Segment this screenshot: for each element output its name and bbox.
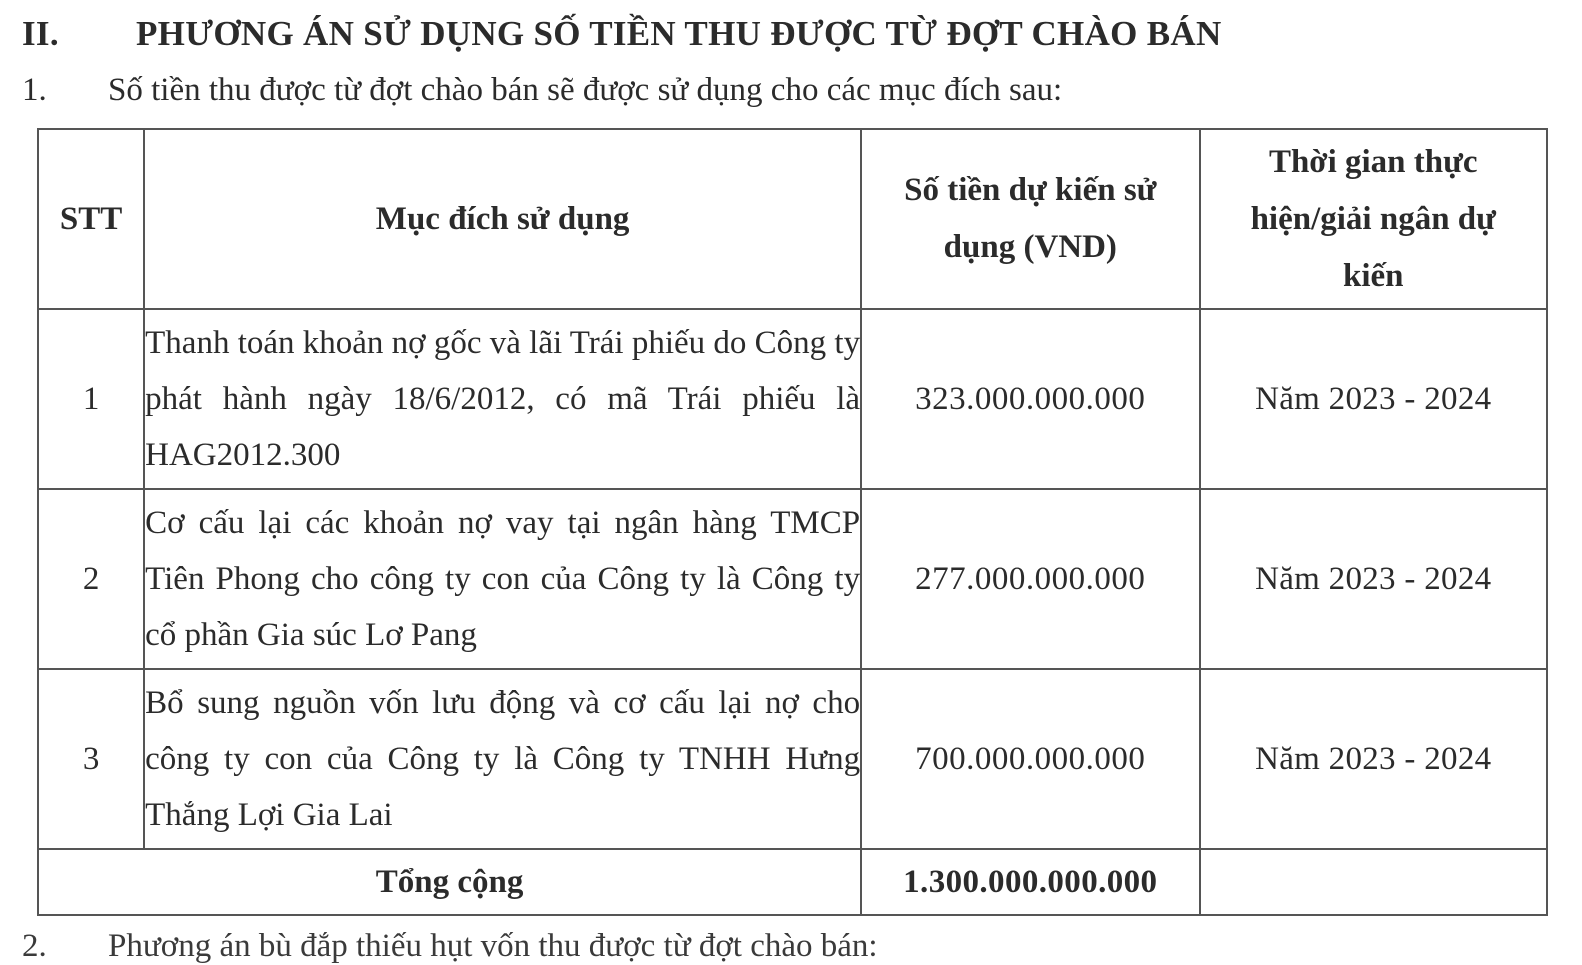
row-amount: 700.000.000.000: [861, 669, 1199, 849]
item-2-paragraph: [22, 928, 878, 965]
table-row: [38, 489, 1547, 669]
table-header-row: [38, 129, 1547, 309]
row-amount: 277.000.000.000: [861, 489, 1199, 669]
total-time: [1200, 849, 1547, 915]
table-total-row: [38, 849, 1547, 915]
item-2-text: Phương án bù đắp thiếu hụt vốn thu được từ đợt chào bán:: [108, 928, 878, 964]
item-1-paragraph: [22, 72, 1062, 109]
row-purpose: Thanh toán khoản nợ gốc và lãi Trái phiếu do Công ty phát hành ngày 18/6/2012, có mã Trái phiếu là HAG2012.300: [144, 309, 861, 489]
row-stt: 2: [38, 489, 144, 669]
total-amount: 1.300.000.000.000: [861, 849, 1199, 915]
row-purpose: Bổ sung nguồn vốn lưu động và cơ cấu lại nợ cho công ty con của Công ty là Công ty TNHH Hưng Thắng Lợi Gia Lai: [144, 669, 861, 849]
row-purpose: Cơ cấu lại các khoản nợ vay tại ngân hàng TMCP Tiên Phong cho công ty con của Công ty là Công ty cổ phần Gia súc Lơ Pang: [144, 489, 861, 669]
row-time: Năm 2023 - 2024: [1200, 489, 1547, 669]
row-time: Năm 2023 - 2024: [1200, 309, 1547, 489]
fund-usage-table: [37, 128, 1548, 916]
header-amount: Số tiền dự kiến sử dụng (VND): [861, 129, 1199, 309]
table-row: [38, 309, 1547, 489]
row-stt: 1: [38, 309, 144, 489]
total-label: Tổng cộng: [38, 849, 861, 915]
header-time: Thời gian thực hiện/giải ngân dự kiến: [1200, 129, 1547, 309]
row-stt: 3: [38, 669, 144, 849]
section-heading: [22, 14, 1222, 54]
item-1-number: 1.: [22, 72, 47, 108]
row-amount: 323.000.000.000: [861, 309, 1199, 489]
header-purpose: Mục đích sử dụng: [144, 129, 861, 309]
section-number: II.: [22, 14, 59, 53]
item-1-text: Số tiền thu được từ đợt chào bán sẽ được sử dụng cho các mục đích sau:: [108, 72, 1063, 108]
item-2-number: 2.: [22, 928, 47, 964]
table-row: [38, 669, 1547, 849]
header-stt: STT: [38, 129, 144, 309]
row-time: Năm 2023 - 2024: [1200, 669, 1547, 849]
section-title: PHƯƠNG ÁN SỬ DỤNG SỐ TIỀN THU ĐƯỢC TỪ ĐỢT CHÀO BÁN: [136, 14, 1222, 53]
